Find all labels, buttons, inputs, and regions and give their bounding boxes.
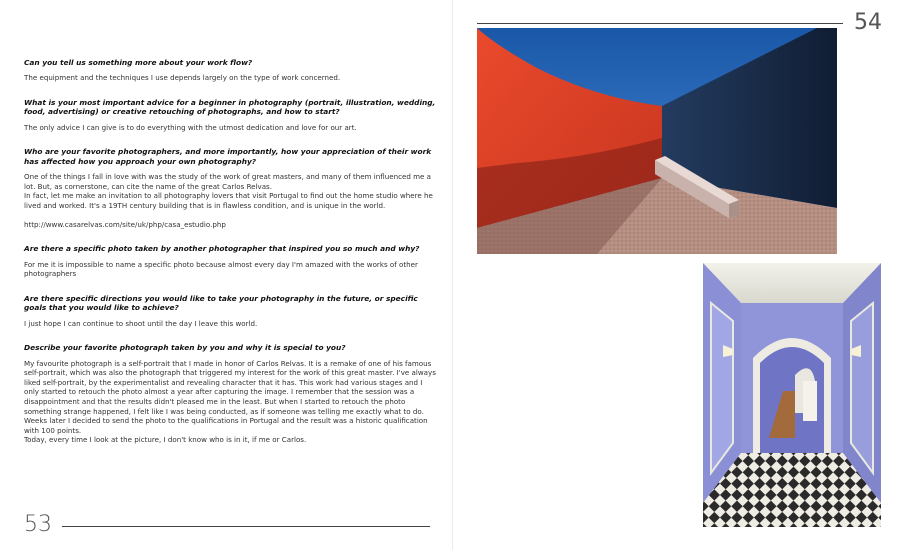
answer bbox=[24, 260, 436, 279]
photo-hallway bbox=[703, 263, 881, 527]
inner-door bbox=[803, 381, 817, 421]
question: Are there a specific photo taken by another photographer that inspired you so much and why? bbox=[24, 244, 420, 254]
page-number: 54 bbox=[854, 10, 882, 35]
answer bbox=[24, 172, 436, 229]
qa-item bbox=[24, 58, 436, 83]
answer-paragraph: Today, every time I look at the picture, I don't know who is in it, if me or Carlos. bbox=[24, 435, 307, 445]
page-number: 53 bbox=[24, 512, 52, 537]
walls-bench-image bbox=[477, 28, 837, 254]
link-text[interactable]: http://www.casarelvas.com/site/uk/php/casa_estudio.php bbox=[24, 219, 226, 229]
answer-paragraph: The only advice I can give is to do everything with the utmost dedication and love for our art. bbox=[24, 122, 357, 132]
qa-item bbox=[24, 98, 436, 132]
answer bbox=[24, 359, 436, 445]
answer-paragraph: The equipment and the techniques I use depends largely on the type of work concerned. bbox=[24, 73, 341, 83]
right-panel bbox=[851, 303, 873, 473]
answer-paragraph: In fact, let me make an invitation to all photography lovers that visit Portugal to find out the home studio where he lived and worked. It's a 19TH century building that is in flawless condition, and is unique in the world. bbox=[24, 191, 433, 210]
answer bbox=[24, 73, 436, 83]
question: Are there specific directions you would like to take your photography in the future, or specific goals that you would like to achieve? bbox=[24, 293, 418, 313]
answer-paragraph: For me it is impossible to name a specific photo because almost every day I'm amazed with the works of other photographers bbox=[24, 259, 418, 279]
question: What is your most important advice for a beginner in photography (portrait, illustration, wedding, food, advertising) or creative retouching of photographs, and how to start? bbox=[24, 98, 436, 117]
answer bbox=[24, 319, 436, 329]
right-page bbox=[453, 0, 906, 550]
left-panel bbox=[711, 303, 733, 473]
header-rule bbox=[477, 23, 843, 24]
question: Can you tell us something more about your work flow? bbox=[24, 58, 253, 67]
answer-paragraph: My favourite photograph is a self-portrait that I made in honor of Carlos Relvas. It is a remake of one of his famous self-portrait, which was also the photograph that triggered my interest for the work of this great master. I've always liked self-portrait, by the experimentalist and revealing character that it has. This work had various stages and I only started to retouch the photo almost a year after capturing the image. I remember that the session was a disappointment and that the results didn't pleased me in the least. But when I started to retouch the photo something strange happened, I felt like I was being conducted, as if someone was telling me exactly what to do. Weeks later I decided to send the photo to the qualifications in Portugal and the result was a historic qualification with 100 points. bbox=[24, 358, 436, 435]
answer-paragraph: One of the things I fall in love with was the study of the work of great masters, and many of them influenced me a lot. But, as cornerstone, can cite the name of the great Carlos Relvas. bbox=[24, 172, 431, 191]
hallway-image bbox=[703, 263, 881, 527]
question: Who are your favorite photographers, and more importantly, how your appreciation of their work has affected how you approach your own photography? bbox=[24, 147, 432, 166]
question: Describe your favorite photograph taken by you and why it is special to you? bbox=[24, 343, 346, 353]
interview-article bbox=[24, 58, 436, 460]
photo-walls-bench bbox=[477, 28, 837, 254]
answer-paragraph: I just hope I can continue to shoot until the day I leave this world. bbox=[24, 318, 258, 328]
qa-item bbox=[24, 294, 436, 328]
qa-item bbox=[24, 147, 436, 229]
footer-rule bbox=[62, 526, 430, 527]
qa-item bbox=[24, 244, 436, 279]
answer bbox=[24, 123, 436, 133]
qa-item bbox=[24, 343, 436, 445]
